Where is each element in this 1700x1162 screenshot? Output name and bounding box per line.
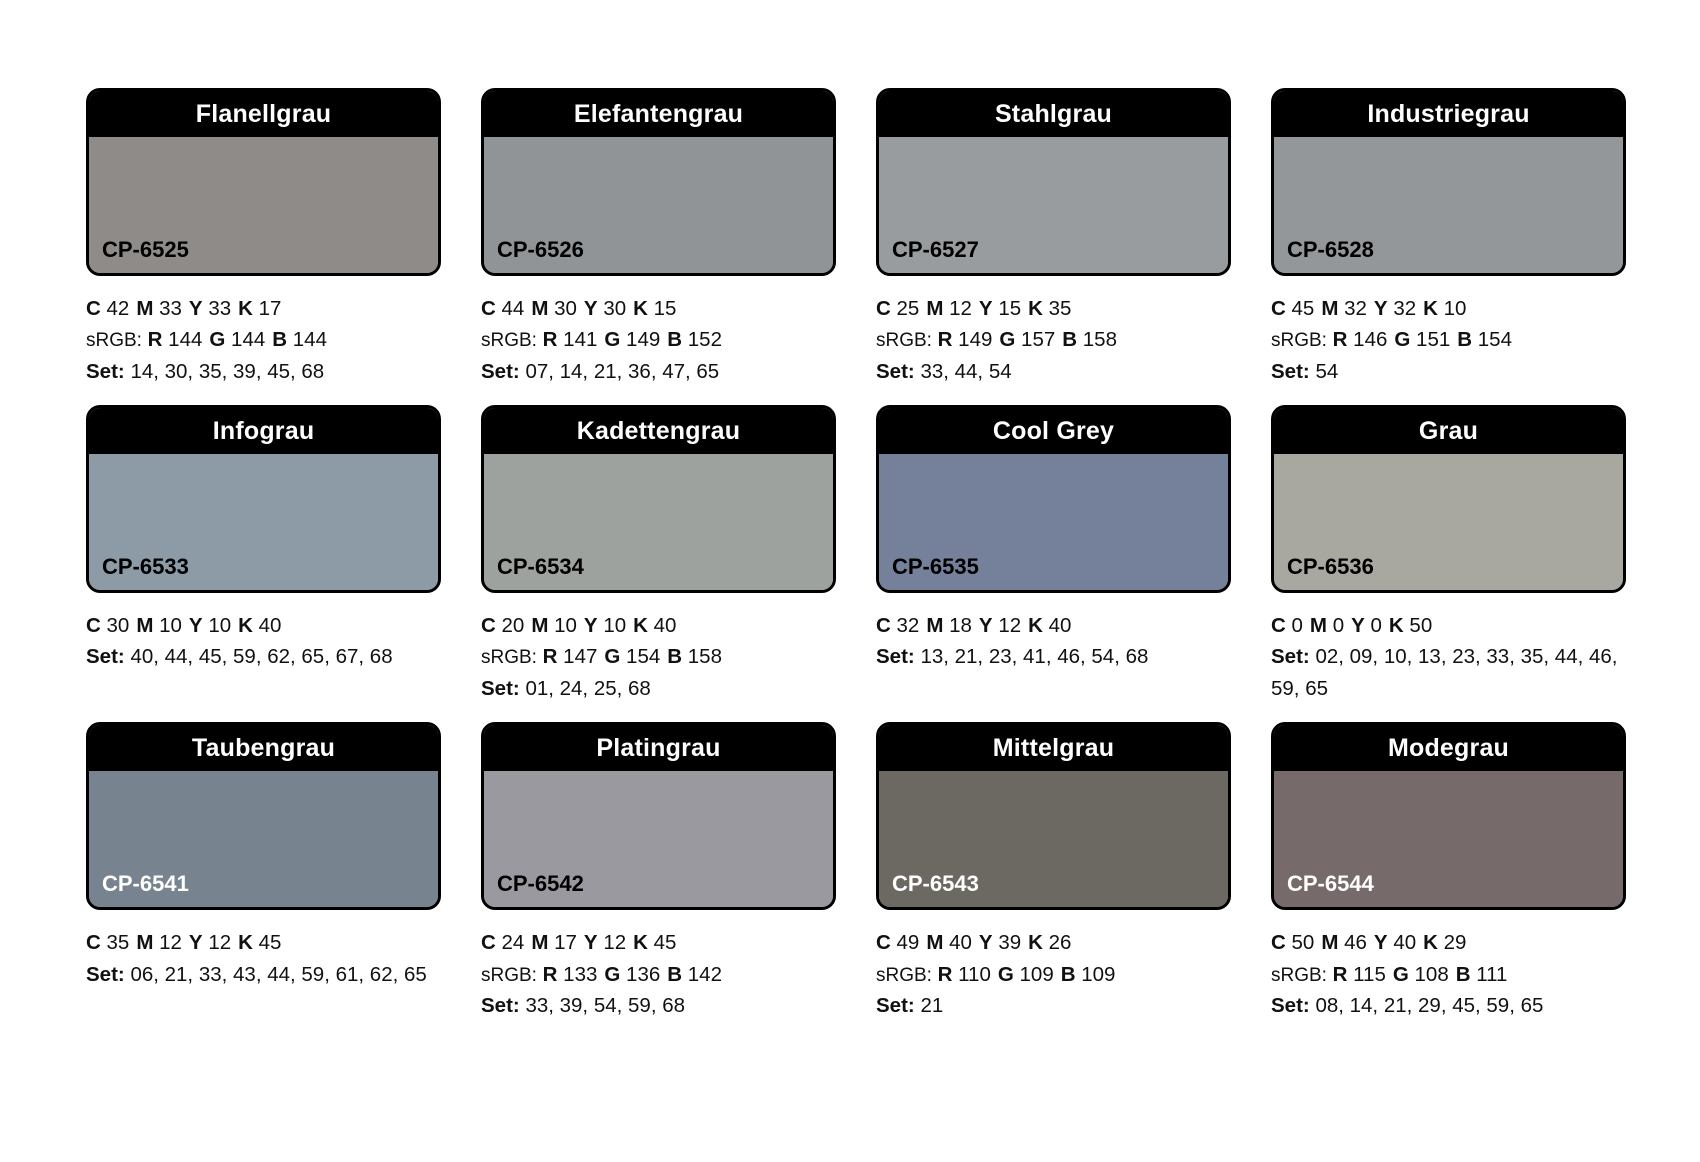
srgb-r: 144 — [168, 328, 203, 352]
color-fill — [879, 454, 1228, 590]
set-row — [86, 959, 441, 990]
cmyk-y: 10 — [603, 614, 627, 638]
srgb-r: 141 — [563, 328, 598, 352]
cmyk-k: 40 — [653, 614, 677, 638]
color-code: CP-6528 — [1287, 237, 1374, 262]
set-label: Set: — [876, 360, 915, 384]
srgb-r: 133 — [563, 962, 598, 986]
set-values: 08, 14, 21, 29, 45, 59, 65 — [1315, 994, 1544, 1018]
set-row — [876, 356, 1231, 387]
cmyk-c: 0 — [1291, 614, 1303, 638]
set-label: Set: — [86, 645, 125, 669]
srgb-row: sRGB: R 147 G 154 B 158 — [481, 645, 722, 669]
set-row — [481, 356, 836, 387]
swatch-cell — [481, 405, 836, 704]
color-chip[interactable] — [481, 88, 836, 276]
cmyk-c: 42 — [106, 297, 130, 320]
srgb-g: 151 — [1416, 328, 1451, 352]
set-label: Set: — [876, 645, 915, 669]
color-chip[interactable] — [86, 88, 441, 276]
cmyk-row: C 25 M 12 Y 15 K 35 — [876, 297, 1072, 320]
color-specs — [86, 293, 441, 387]
color-name: Mittelgrau — [879, 725, 1228, 771]
color-fill — [89, 454, 438, 590]
cmyk-y: 12 — [998, 614, 1022, 638]
srgb-g: 144 — [231, 328, 266, 352]
color-specs — [876, 610, 1231, 672]
set-row — [876, 641, 1231, 672]
cmyk-y: 10 — [208, 614, 232, 638]
color-chip[interactable] — [876, 405, 1231, 593]
color-chip[interactable] — [86, 405, 441, 593]
cmyk-c: 30 — [106, 614, 130, 638]
color-chip[interactable] — [86, 722, 441, 910]
swatch-cell — [481, 88, 836, 387]
color-fill — [484, 454, 833, 590]
color-name: Taubengrau — [89, 725, 438, 771]
color-specs — [1271, 293, 1626, 387]
set-values: 13, 21, 23, 41, 46, 54, 68 — [920, 645, 1149, 669]
color-fill — [89, 137, 438, 273]
srgb-b: 154 — [1477, 328, 1512, 352]
cmyk-c: 50 — [1291, 931, 1315, 955]
swatch-cell — [86, 722, 441, 1021]
set-values: 06, 21, 33, 43, 44, 59, 61, 62, 65 — [130, 962, 427, 986]
cmyk-m: 17 — [554, 931, 577, 955]
set-row — [1271, 641, 1626, 703]
cmyk-y: 33 — [208, 297, 232, 320]
set-row — [876, 990, 1231, 1021]
color-name: Industriegrau — [1274, 91, 1623, 137]
cmyk-row: C 50 M 46 Y 40 K 29 — [1271, 931, 1467, 955]
color-chip[interactable] — [1271, 722, 1626, 910]
srgb-label: sRGB: — [1271, 964, 1327, 986]
set-label: Set: — [1271, 360, 1310, 384]
cmyk-k: 10 — [1443, 297, 1467, 320]
color-fill — [89, 771, 438, 907]
color-code: CP-6536 — [1287, 554, 1374, 580]
set-values: 02, 09, 10, 13, 23, 33, 35, 44, 46, 59, 65 — [1271, 645, 1618, 700]
srgb-label: sRGB: — [86, 330, 142, 352]
cmyk-c: 45 — [1291, 297, 1315, 320]
set-values: 14, 30, 35, 39, 45, 68 — [130, 360, 325, 384]
cmyk-y: 30 — [603, 297, 627, 320]
cmyk-m: 40 — [949, 931, 972, 955]
cmyk-row: C 32 M 18 Y 12 K 40 — [876, 614, 1072, 638]
set-label: Set: — [481, 677, 520, 701]
srgb-g: 109 — [1019, 962, 1054, 986]
color-fill — [484, 771, 833, 907]
color-chip[interactable] — [481, 405, 836, 593]
color-chip[interactable] — [1271, 405, 1626, 593]
srgb-label: sRGB: — [876, 964, 932, 986]
color-name: Platingrau — [484, 725, 833, 771]
color-code: CP-6543 — [892, 871, 979, 897]
srgb-g: 157 — [1021, 328, 1056, 352]
swatch-cell — [1271, 88, 1626, 387]
cmyk-m: 12 — [949, 297, 972, 320]
srgb-r: 149 — [958, 328, 993, 352]
swatch-cell — [86, 88, 441, 387]
cmyk-row: C 30 M 10 Y 10 K 40 — [86, 614, 282, 638]
set-values: 40, 44, 45, 59, 62, 65, 67, 68 — [130, 645, 393, 669]
color-name: Kadettengrau — [484, 408, 833, 454]
cmyk-y: 12 — [208, 931, 232, 955]
cmyk-y: 0 — [1370, 614, 1382, 638]
cmyk-k: 26 — [1048, 931, 1072, 955]
color-name: Grau — [1274, 408, 1623, 454]
cmyk-c: 35 — [106, 931, 130, 955]
srgb-row: sRGB: R 115 G 108 B 111 — [1271, 962, 1508, 986]
set-row — [481, 990, 836, 1021]
color-chip[interactable] — [876, 88, 1231, 276]
cmyk-m: 12 — [159, 931, 182, 955]
cmyk-k: 15 — [653, 297, 677, 320]
cmyk-k: 50 — [1409, 614, 1433, 638]
color-specs — [481, 610, 836, 704]
cmyk-row: C 24 M 17 Y 12 K 45 — [481, 931, 677, 955]
srgb-label: sRGB: — [1271, 330, 1327, 352]
cmyk-k: 45 — [653, 931, 677, 955]
cmyk-m: 10 — [159, 614, 182, 638]
color-code: CP-6527 — [892, 237, 979, 262]
srgb-r: 115 — [1353, 962, 1386, 986]
cmyk-m: 0 — [1332, 614, 1345, 638]
srgb-g: 149 — [626, 328, 661, 352]
color-fill — [879, 137, 1228, 273]
cmyk-k: 40 — [258, 614, 282, 638]
cmyk-y: 12 — [603, 931, 627, 955]
set-values: 07, 14, 21, 36, 47, 65 — [525, 360, 720, 384]
color-name: Flanellgrau — [89, 91, 438, 137]
srgb-g: 136 — [626, 962, 661, 986]
color-name: Cool Grey — [879, 408, 1228, 454]
cmyk-c: 20 — [501, 614, 525, 638]
srgb-row: sRGB: R 146 G 151 B 154 — [1271, 328, 1512, 352]
color-code: CP-6534 — [497, 554, 584, 580]
srgb-label: sRGB: — [481, 964, 537, 986]
swatch-cell — [481, 722, 836, 1021]
cmyk-y: 32 — [1393, 297, 1417, 320]
color-name: Elefantengrau — [484, 91, 833, 137]
srgb-row: sRGB: R 144 G 144 B 144 — [86, 328, 327, 352]
srgb-row: sRGB: R 149 G 157 B 158 — [876, 328, 1117, 352]
srgb-g: 108 — [1414, 962, 1449, 986]
swatch-cell — [876, 722, 1231, 1021]
cmyk-m: 30 — [554, 297, 577, 320]
cmyk-row: C 42 M 33 Y 33 K 17 — [86, 297, 282, 320]
color-chip[interactable] — [1271, 88, 1626, 276]
swatch-grid — [86, 88, 1626, 1022]
color-name: Modegrau — [1274, 725, 1623, 771]
color-specs — [481, 927, 836, 1021]
srgb-b: 144 — [292, 328, 327, 352]
cmyk-k: 45 — [258, 931, 282, 955]
set-label: Set: — [1271, 994, 1310, 1018]
swatch-cell — [876, 405, 1231, 704]
swatch-cell — [1271, 405, 1626, 704]
srgb-r: 146 — [1353, 328, 1388, 352]
color-specs — [86, 927, 441, 989]
cmyk-c: 32 — [896, 614, 920, 638]
set-label: Set: — [1271, 645, 1310, 669]
cmyk-k: 17 — [258, 297, 282, 320]
set-values: 01, 24, 25, 68 — [525, 677, 651, 701]
set-row — [86, 356, 441, 387]
srgb-row: sRGB: R 133 G 136 B 142 — [481, 962, 722, 986]
color-name: Stahlgrau — [879, 91, 1228, 137]
cmyk-m: 33 — [159, 297, 182, 320]
cmyk-m: 46 — [1344, 931, 1367, 955]
set-row — [86, 641, 441, 672]
srgb-b: 142 — [687, 962, 722, 986]
color-code: CP-6533 — [102, 554, 189, 580]
color-code: CP-6535 — [892, 554, 979, 580]
color-code: CP-6541 — [102, 871, 189, 897]
set-row — [481, 673, 836, 704]
cmyk-row: C 45 M 32 Y 32 K 10 — [1271, 297, 1467, 320]
color-name: Infograu — [89, 408, 438, 454]
color-chip[interactable] — [876, 722, 1231, 910]
color-specs — [876, 927, 1231, 1021]
cmyk-c: 49 — [896, 931, 920, 955]
cmyk-c: 25 — [896, 297, 920, 320]
srgb-r: 147 — [563, 645, 598, 669]
color-specs — [481, 293, 836, 387]
color-fill — [1274, 137, 1623, 273]
color-code: CP-6525 — [102, 237, 189, 262]
srgb-b: 158 — [1082, 328, 1117, 352]
swatch-cell — [1271, 722, 1626, 1021]
cmyk-row: C 35 M 12 Y 12 K 45 — [86, 931, 282, 955]
srgb-b: 152 — [687, 328, 722, 352]
cmyk-m: 32 — [1344, 297, 1367, 320]
srgb-label: sRGB: — [876, 330, 932, 352]
srgb-r: 110 — [958, 962, 991, 986]
color-code: CP-6544 — [1287, 871, 1374, 897]
set-values: 33, 39, 54, 59, 68 — [525, 994, 686, 1018]
cmyk-y: 40 — [1393, 931, 1417, 955]
cmyk-row: C 44 M 30 Y 30 K 15 — [481, 297, 677, 320]
cmyk-m: 18 — [949, 614, 972, 638]
color-specs — [86, 610, 441, 672]
set-label: Set: — [481, 360, 520, 384]
set-label: Set: — [86, 962, 125, 986]
color-fill — [484, 137, 833, 273]
color-fill — [1274, 454, 1623, 590]
srgb-label: sRGB: — [481, 647, 537, 669]
color-chip[interactable] — [481, 722, 836, 910]
set-values: 33, 44, 54 — [920, 360, 1012, 384]
srgb-b: 111 — [1476, 962, 1508, 986]
cmyk-y: 15 — [998, 297, 1022, 320]
cmyk-m: 10 — [554, 614, 577, 638]
cmyk-y: 39 — [998, 931, 1022, 955]
set-row — [1271, 356, 1626, 387]
color-specs — [876, 293, 1231, 387]
swatch-cell — [86, 405, 441, 704]
cmyk-row: C 49 M 40 Y 39 K 26 — [876, 931, 1072, 955]
color-specs — [1271, 610, 1626, 703]
set-label: Set: — [481, 994, 520, 1018]
srgb-b: 109 — [1081, 962, 1116, 986]
set-label: Set: — [86, 360, 125, 384]
srgb-label: sRGB: — [481, 330, 537, 352]
color-code: CP-6542 — [497, 871, 584, 897]
swatch-cell — [876, 88, 1231, 387]
set-row — [1271, 990, 1626, 1021]
cmyk-k: 35 — [1048, 297, 1072, 320]
cmyk-k: 29 — [1443, 931, 1467, 955]
srgb-row: sRGB: R 141 G 149 B 152 — [481, 328, 722, 352]
set-values: 54 — [1315, 360, 1339, 384]
color-code: CP-6526 — [497, 237, 584, 262]
cmyk-c: 44 — [501, 297, 525, 320]
color-specs — [1271, 927, 1626, 1021]
set-values: 21 — [920, 994, 944, 1018]
set-label: Set: — [876, 994, 915, 1018]
cmyk-k: 40 — [1048, 614, 1072, 638]
srgb-row: sRGB: R 110 G 109 B 109 — [876, 962, 1116, 986]
cmyk-row: C 20 M 10 Y 10 K 40 — [481, 614, 677, 638]
cmyk-row: C 0 M 0 Y 0 K 50 — [1271, 614, 1433, 638]
color-fill — [879, 771, 1228, 907]
cmyk-c: 24 — [501, 931, 525, 955]
color-fill — [1274, 771, 1623, 907]
srgb-g: 154 — [626, 645, 661, 669]
srgb-b: 158 — [687, 645, 722, 669]
